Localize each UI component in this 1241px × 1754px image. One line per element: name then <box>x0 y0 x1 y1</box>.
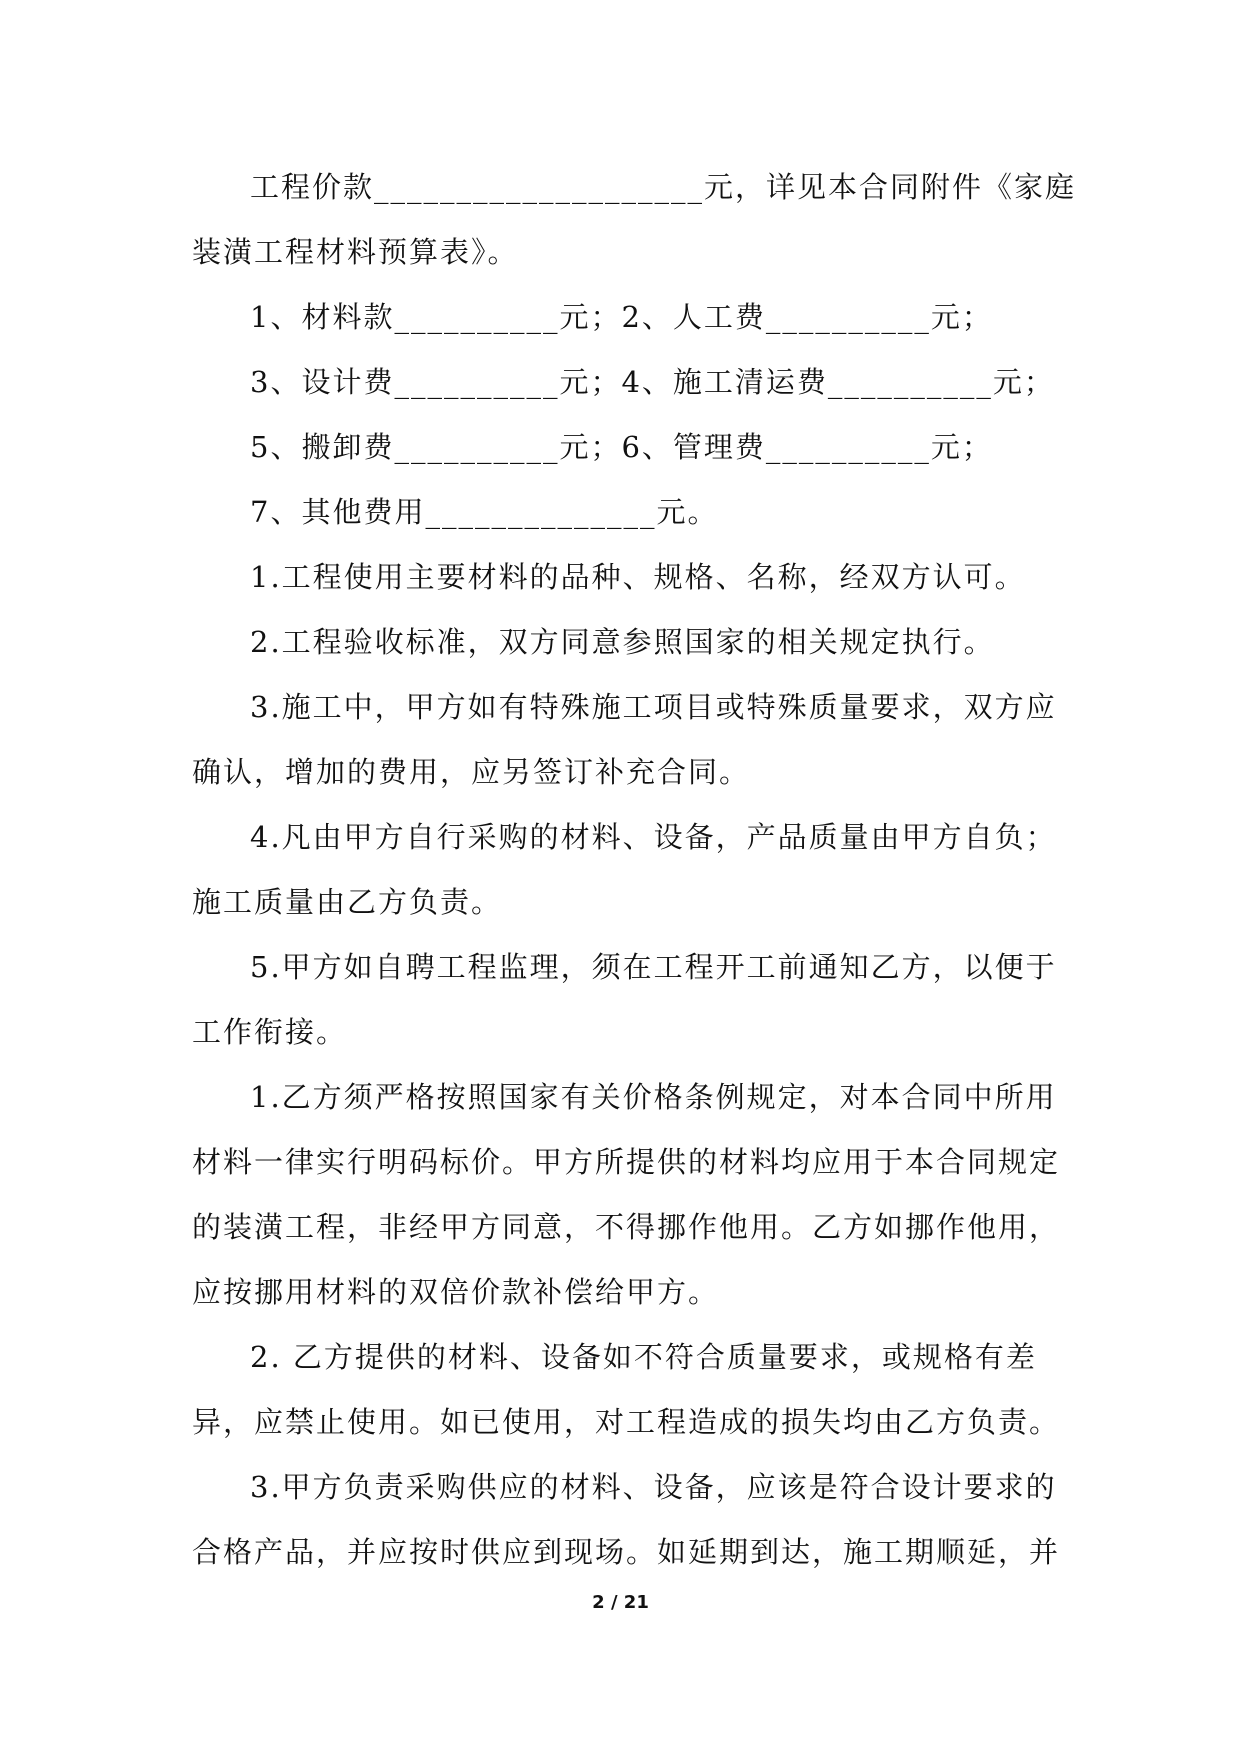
text-line: 工程价款____________________元，详见本合同附件《家庭 <box>250 170 1077 204</box>
text-line: 1.乙方须严格按照国家有关价格条例规定，对本合同中所用 <box>250 1080 1057 1114</box>
text-line: 5、搬卸费__________元；6、管理费__________元； <box>250 430 993 464</box>
text-line: 材料一律实行明码标价。甲方所提供的材料均应用于本合同规定 <box>192 1145 1061 1179</box>
text-line: 5.甲方如自聘工程监理，须在工程开工前通知乙方，以便于 <box>250 950 1057 984</box>
text-line: 确认，增加的费用，应另签订补充合同。 <box>192 755 751 789</box>
text-line: 3、设计费__________元；4、施工清运费__________元； <box>250 365 1055 399</box>
text-line: 2. 乙方提供的材料、设备如不符合质量要求，或规格有差 <box>250 1340 1037 1374</box>
text-line: 装潢工程材料预算表》。 <box>192 235 519 269</box>
text-line: 2.工程验收标准，双方同意参照国家的相关规定执行。 <box>250 625 995 659</box>
text-line: 异，应禁止使用。如已使用，对工程造成的损失均由乙方负责。 <box>192 1405 1061 1439</box>
text-line: 施工质量由乙方负责。 <box>192 885 503 919</box>
text-line: 应按挪用材料的双倍价款补偿给甲方。 <box>192 1275 720 1309</box>
text-line: 4.凡由甲方自行采购的材料、设备，产品质量由甲方自负； <box>250 820 1057 854</box>
text-line: 3.甲方负责采购供应的材料、设备，应该是符合设计要求的 <box>250 1470 1057 1504</box>
text-line: 7、其他费用______________元。 <box>250 495 719 529</box>
text-line: 3.施工中，甲方如有特殊施工项目或特殊质量要求，双方应 <box>250 690 1057 724</box>
text-line: 1、材料款__________元；2、人工费__________元； <box>250 300 993 334</box>
text-line: 1.工程使用主要材料的品种、规格、名称，经双方认可。 <box>250 560 1026 594</box>
document-body <box>192 155 1077 1585</box>
text-line: 的装潢工程，非经甲方同意，不得挪作他用。乙方如挪作他用， <box>192 1210 1061 1244</box>
text-line: 工作衔接。 <box>192 1015 348 1049</box>
text-line: 合格产品，并应按时供应到现场。如延期到达，施工期顺延，并 <box>192 1535 1061 1569</box>
page-number: 2 / 21 <box>592 1592 649 1613</box>
